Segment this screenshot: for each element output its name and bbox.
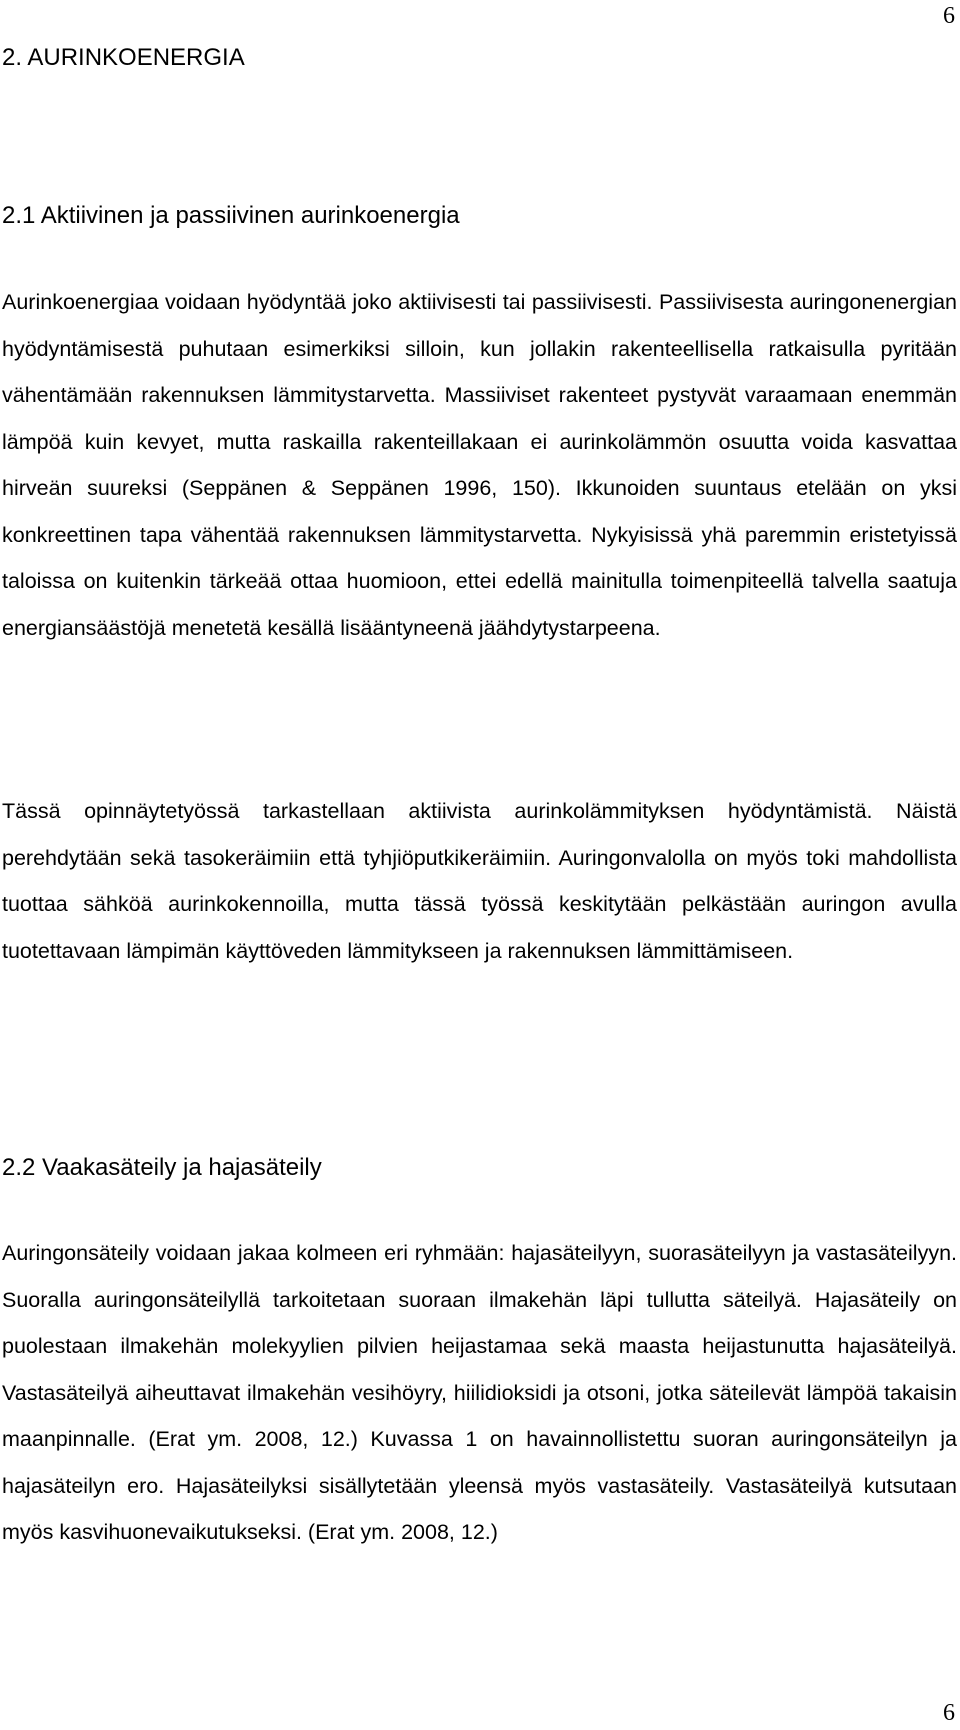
section-heading-2-2: 2.2 Vaakasäteily ja hajasäteily xyxy=(2,1154,322,1181)
paragraph: Aurinkoenergiaa voidaan hyödyntää joko aktiivisesti tai passiivisesti. Passiivisesta auringonenergian hyödyntämisestä puhutaan esimerkiksi silloin, kun jollakin rakenteellisella ratkaisulla pyritään vähentämään rakennuksen lämmitystarvetta. Massiiviset rakenteet pystyvät varaamaan enemmän lämpöä kuin kevyet, mutta raskailla rakenteillakaan ei aurinkolämmön osuutta voida kasvattaa hirveän suureksi (Seppänen & Seppänen 1996, 150). Ikkunoiden suuntaus etelään on yksi konkreettinen tapa vähentää rakennuksen lämmitystarvetta. Nykyisissä yhä paremmin eristetyissä taloissa on kuitenkin tärkeää ottaa huomioon, ettei edellä mainitulla toimenpiteellä talvella saatuja energiansäästöjä menetetä kesällä lisääntyneenä jäähdytystarpeena. xyxy=(2,290,957,640)
paragraph: Tässä opinnäytetyössä tarkastellaan aktiivista aurinkolämmityksen hyödyntämistä. Näistä perehdytään sekä tasokeräimiin että tyhjiöputkikeräimiin. Auringonvalolla on myös toki mahdollista tuottaa sähköä aurinkokennoilla, mutta tässä työssä keskitytään pelkästään auringon avulla tuotettavaan lämpimän käyttöveden lämmitykseen ja rakennuksen lämmittämiseen. xyxy=(2,799,957,963)
page-number-top: 6 xyxy=(943,3,955,29)
chapter-heading: 2. AURINKOENERGIA xyxy=(2,44,245,71)
section-heading-2-1: 2.1 Aktiivinen ja passiivinen aurinkoenergia xyxy=(2,202,460,229)
page-number-bottom: 6 xyxy=(943,1700,955,1726)
paragraph: Auringonsäteily voidaan jakaa kolmeen eri ryhmään: hajasäteilyyn, suorasäteilyyn ja vastasäteilyyn. Suoralla auringonsäteilyllä tarkoitetaan suoraan ilmakehän läpi tullutta säteilyä. Hajasäteily on puolestaan ilmakehän molekyylien pilvien heijastamaa sekä maasta heijastunutta hajasäteilyä. Vastasäteilyä aiheuttavat ilmakehän vesihöyry, hiilidioksidi ja otsoni, jotka säteilevät lämpöä takaisin maanpinnalle. (Erat ym. 2008, 12.) Kuvassa 1 on havainnollistettu suoran auringonsäteilyn ja hajasäteilyn ero. Hajasäteilyksi sisällytetään yleensä myös vastasäteily. Vastasäteilyä kutsutaan myös kasvihuonevaikutukseksi. (Erat ym. 2008, 12.) xyxy=(2,1241,957,1544)
